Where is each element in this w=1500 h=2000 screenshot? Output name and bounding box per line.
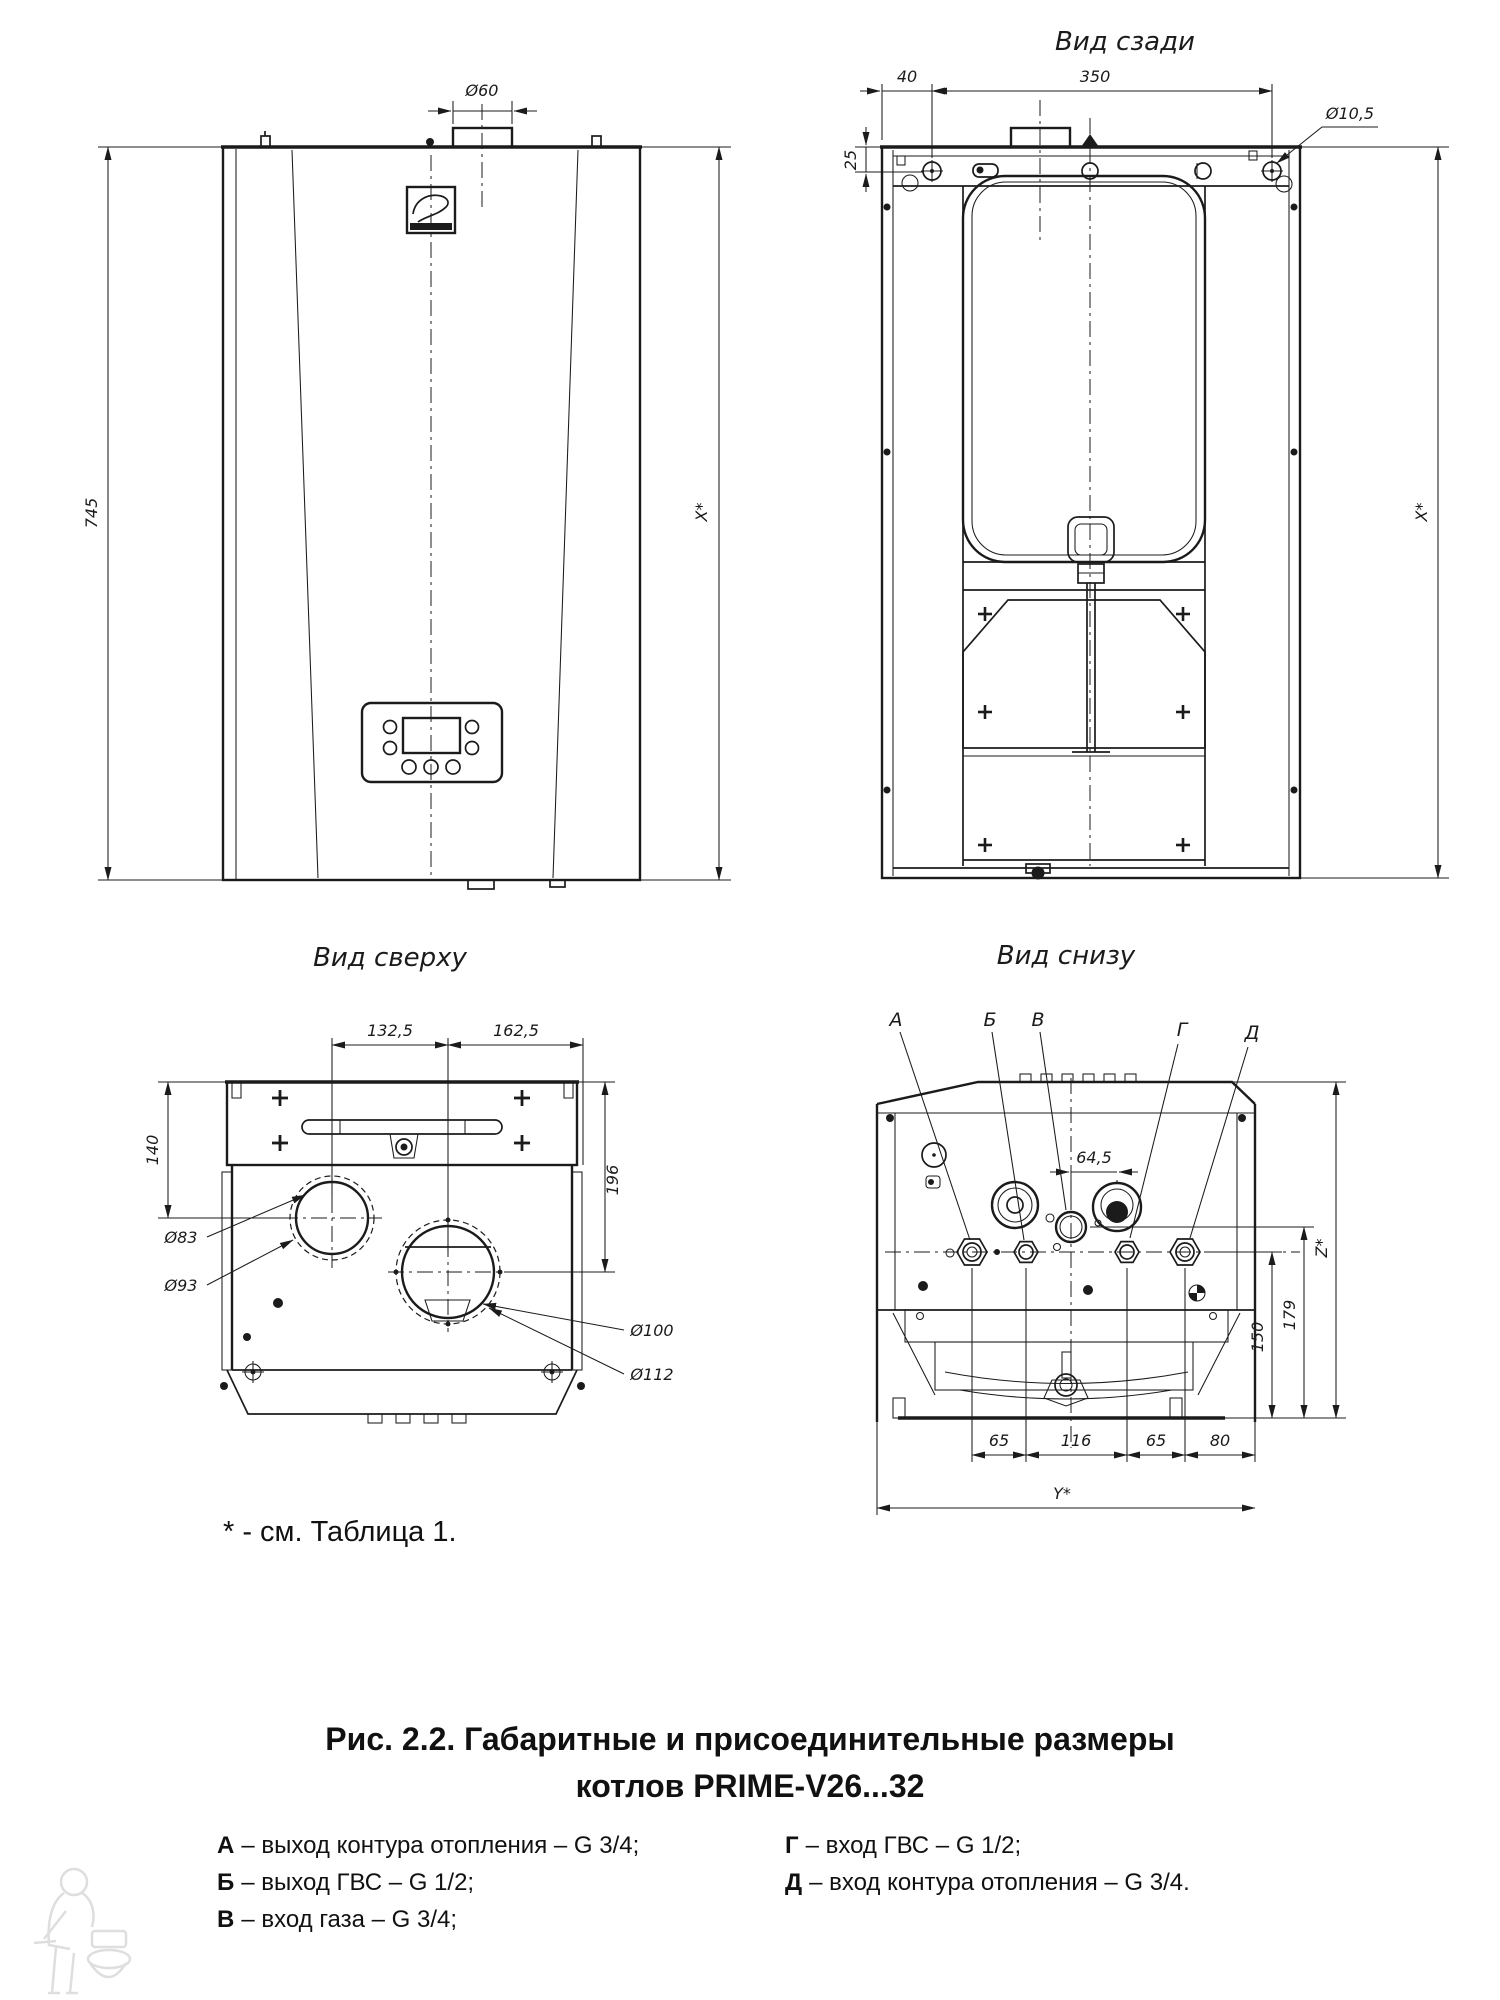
legend-key-a: А [217, 1832, 235, 1859]
legend-item-d [785, 1864, 1190, 1901]
dim-span1: 65 [988, 1431, 1010, 1450]
dim-depth-total: Z* [1312, 1238, 1331, 1258]
dim-front-depth: 140 [143, 1134, 162, 1166]
port-label-g: Г [1176, 1019, 1188, 1041]
table-reference-note: * - см. Таблица 1. [223, 1516, 457, 1548]
dim-rear-offset: 40 [896, 67, 918, 86]
port-label-a: А [889, 1009, 903, 1031]
dim-front-height-total: X* [692, 502, 711, 522]
legend-item-b [217, 1864, 639, 1901]
legend-item-a [217, 1827, 639, 1864]
plumber-watermark-icon [12, 1855, 152, 2000]
dim-span4: 80 [1209, 1431, 1231, 1450]
dim-depth1: 150 [1248, 1321, 1267, 1353]
dim-width-total: Y* [1053, 1484, 1071, 1503]
button-right-top [466, 721, 479, 734]
button-right-bottom [466, 742, 479, 755]
control-panel-bezel [362, 703, 502, 782]
legend-text-d: – вход контура отопления – G 3/4. [809, 1869, 1190, 1896]
bottom-view [877, 941, 1346, 1515]
dim-intake-inner-diameter: Ø100 [630, 1321, 674, 1340]
dim-front-height: 745 [82, 497, 101, 529]
rear-screws [978, 607, 1190, 852]
dim-depth2: 179 [1280, 1299, 1299, 1331]
port-label-v: В [1031, 1009, 1045, 1031]
figure-caption-line2: котлов PRIME-V26...32 [575, 1768, 925, 1804]
bottom-view-title: Вид снизу [996, 941, 1136, 971]
dim-span3: 65 [1145, 1431, 1167, 1450]
button-bottom-1 [402, 760, 416, 774]
dim-rear-height-total: X* [1412, 502, 1431, 522]
port-label-d: Д [1244, 1022, 1260, 1044]
figure-caption-line1: Рис. 2.2. Габаритные и присоединительные размеры [325, 1721, 1175, 1757]
dim-flue-stub-diameter: Ø60 [465, 81, 499, 100]
dim-rear-mount-width: 350 [1079, 67, 1111, 86]
top-view [143, 943, 674, 1423]
legend-key-v: В [217, 1906, 235, 1933]
port-label-b: Б [983, 1009, 997, 1031]
legend-key-d: Д [785, 1869, 803, 1896]
legend-key-g: Г [785, 1832, 799, 1859]
dim-intake-offset: 162,5 [493, 1021, 539, 1040]
flue-opening [282, 1168, 382, 1268]
dim-rear-depth: 196 [603, 1164, 622, 1196]
dim-flue-outer-diameter: Ø93 [164, 1276, 198, 1295]
rear-view [841, 27, 1449, 880]
dim-flue-offset: 132,5 [367, 1021, 413, 1040]
legend-text-g: – вход ГВС – G 1/2; [805, 1832, 1022, 1859]
rear-casing [882, 147, 1300, 878]
legend-item-v [217, 1901, 639, 1938]
button-left-bottom [384, 742, 397, 755]
control-panel [362, 703, 502, 782]
top-view-title: Вид сверху [313, 943, 467, 973]
front-view [82, 81, 731, 889]
port-dhw-in [1093, 1183, 1141, 1262]
legend-left-column [217, 1827, 639, 1938]
dim-gas-to-dhw: 64,5 [1076, 1148, 1112, 1167]
dim-span2: 116 [1060, 1431, 1092, 1450]
port-gas-inlet [1046, 1212, 1101, 1251]
top-view-bolts [220, 1361, 585, 1390]
button-bottom-3 [446, 760, 460, 774]
legend-text-a: – выход контура отопления – G 3/4; [241, 1832, 640, 1859]
dim-flue-inner-diameter: Ø83 [164, 1228, 198, 1247]
legend-text-v: – вход газа – G 3/4; [241, 1906, 458, 1933]
button-left-top [384, 721, 397, 734]
legend-text-b: – выход ГВС – G 1/2; [241, 1869, 475, 1896]
figure-caption [0, 1716, 1500, 1810]
legend-right-column [785, 1827, 1190, 1901]
legend-item-g [785, 1827, 1190, 1864]
dim-mount-hole-diameter: Ø10,5 [1325, 104, 1375, 123]
rear-view-title: Вид сзади [1055, 27, 1195, 57]
dim-intake-outer-diameter: Ø112 [630, 1365, 674, 1384]
dim-rear-bracket-drop: 25 [841, 149, 860, 171]
legend-key-b: Б [217, 1869, 235, 1896]
